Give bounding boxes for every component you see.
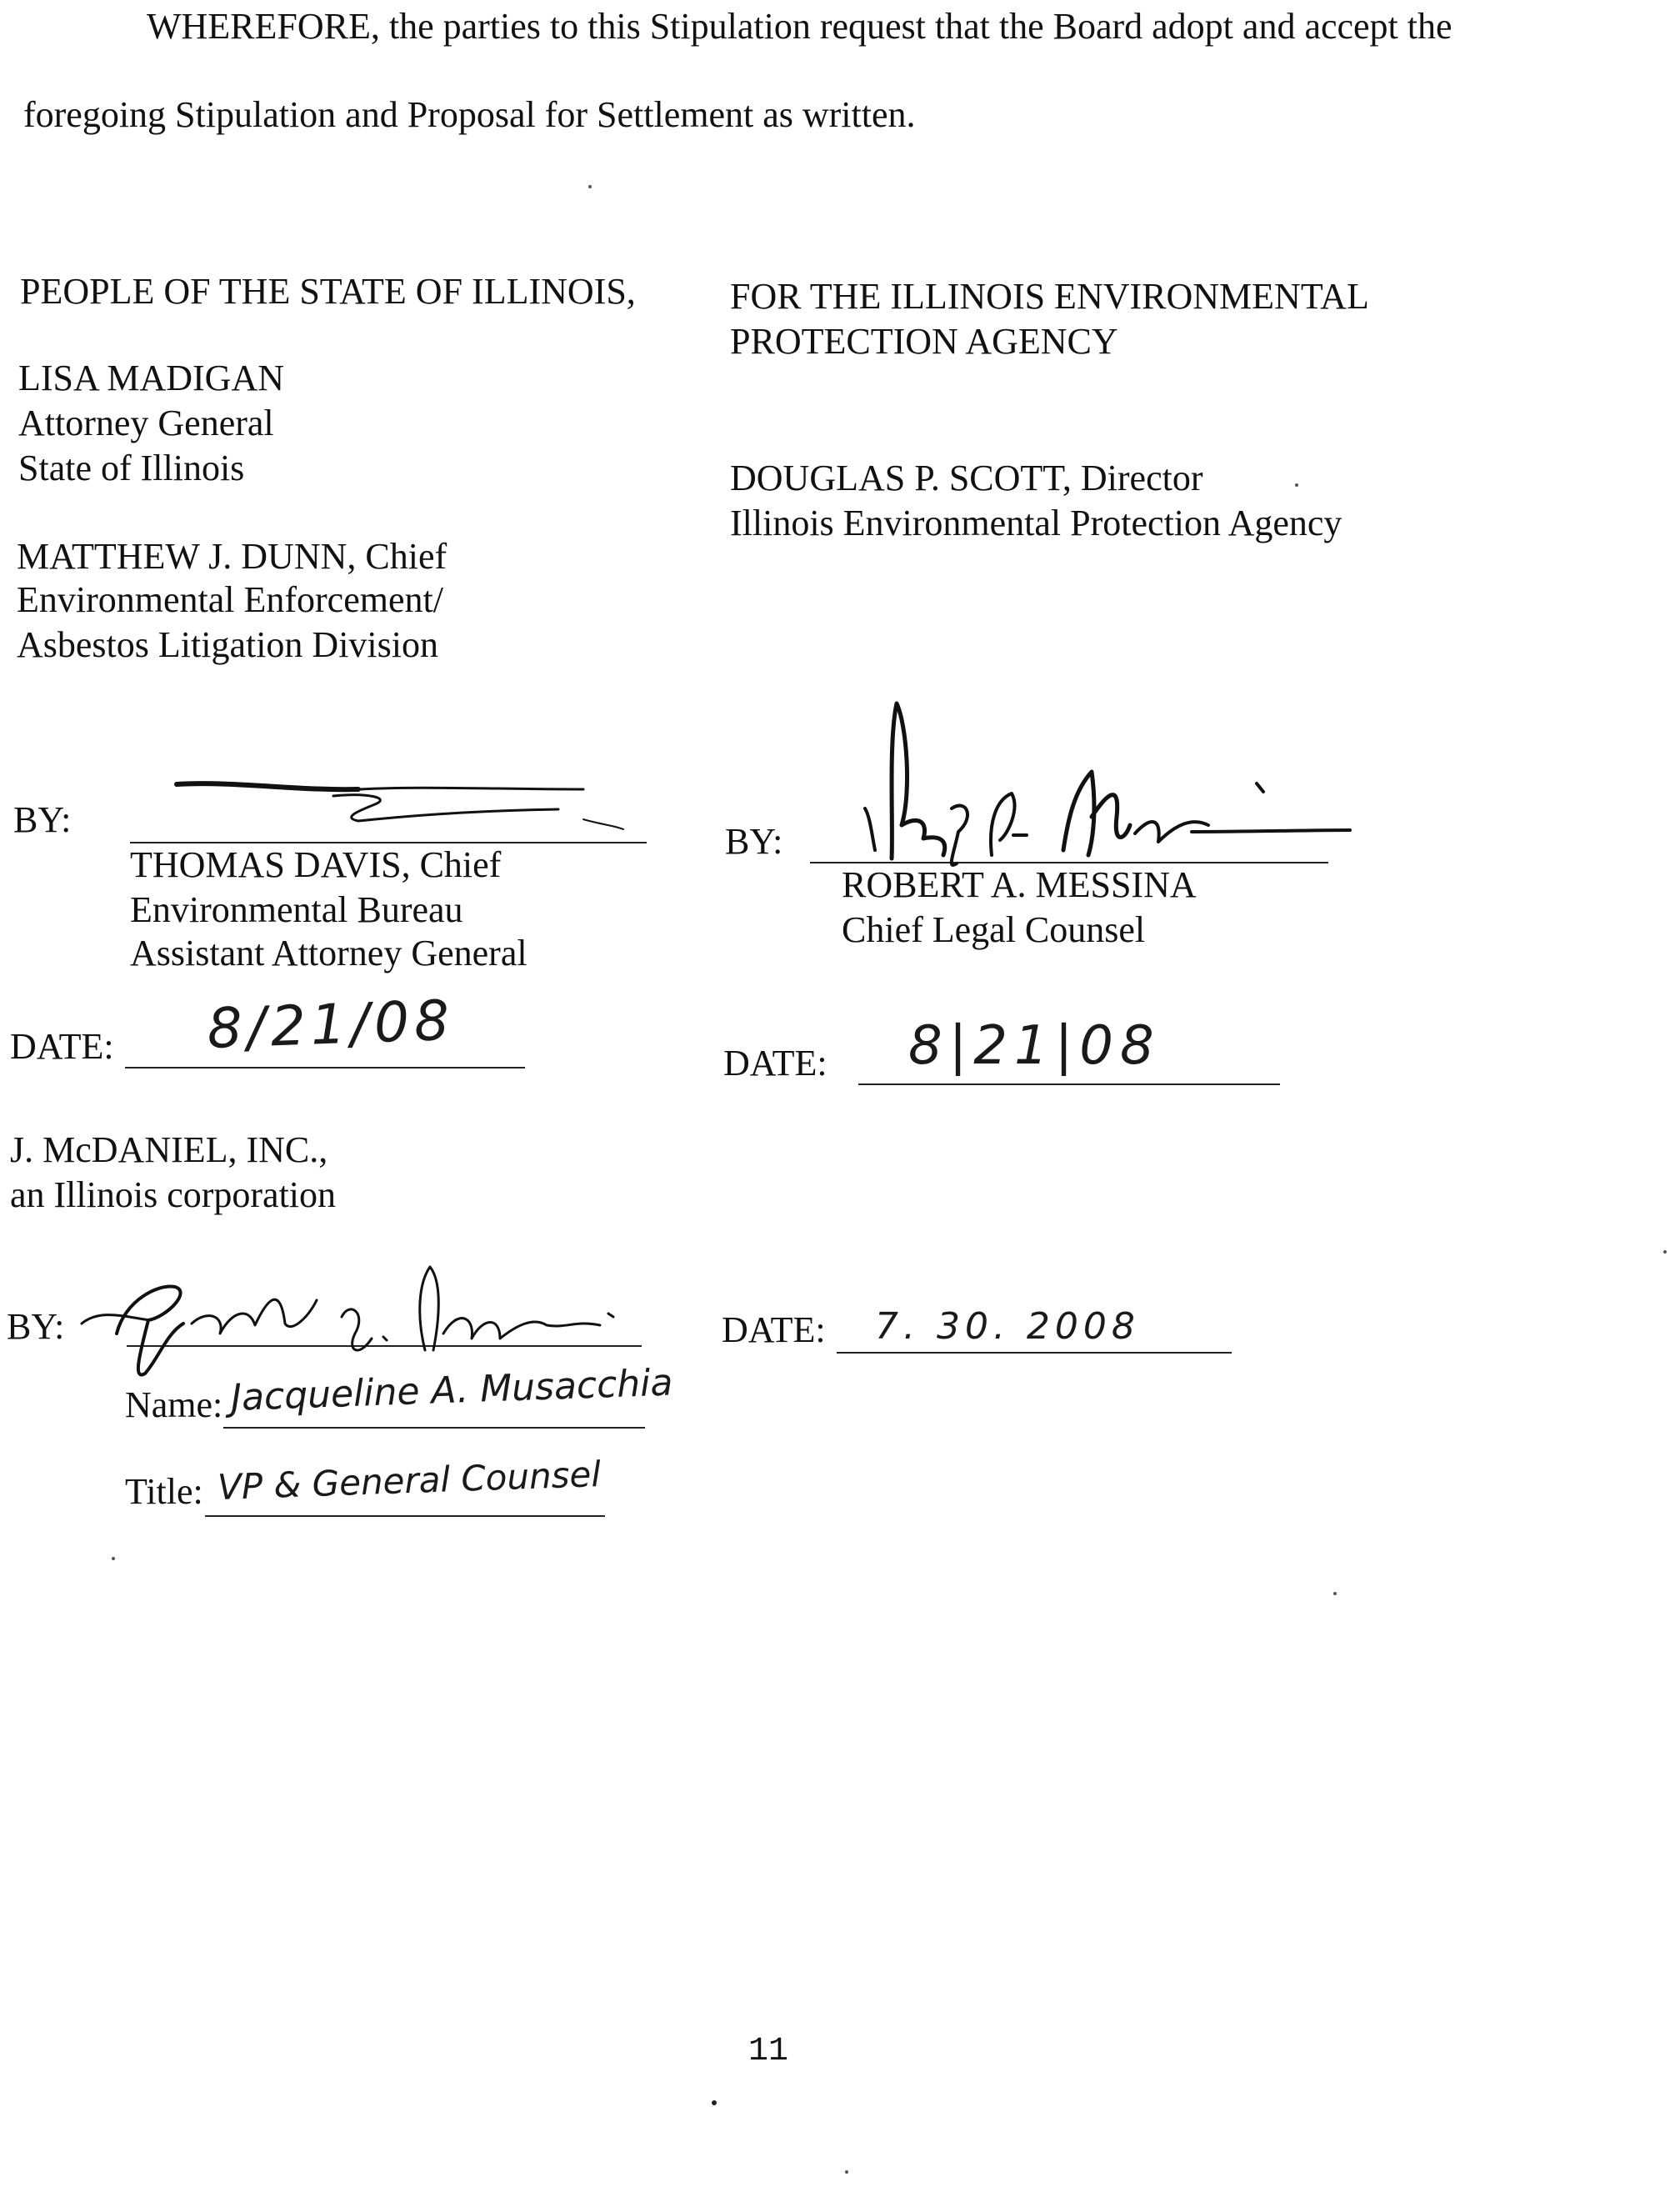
company-title-label: Title: [125,1471,203,1512]
speck [845,2170,848,2174]
agency-signature-icon [842,692,1358,875]
speck [588,185,592,188]
state-date-label: DATE: [10,1026,114,1067]
company-title-line [205,1515,605,1517]
company-name-value: Jacqueline A. Musacchia [230,1361,674,1419]
speck [112,1557,115,1560]
speck [712,2100,717,2105]
agency-by-label: BY: [725,821,783,862]
ag-title: Attorney General [18,403,274,443]
agency-date-label: DATE: [723,1043,828,1083]
company-title-value: VP & General Counsel [217,1453,602,1508]
company-name-line [223,1427,645,1429]
state-by-label: BY: [13,799,72,840]
company-date-line [837,1352,1232,1354]
speck [1295,483,1298,487]
agency-heading-1: FOR THE ILLINOIS ENVIRONMENTAL [730,276,1369,317]
chief-division-1: Environmental Enforcement/ [17,579,443,620]
company-description: an Illinois corporation [10,1174,337,1215]
page-number: 11 [748,2033,789,2070]
ag-name: LISA MADIGAN [18,358,284,398]
agency-date-line [858,1083,1280,1085]
people-heading: PEOPLE OF THE STATE OF ILLINOIS, [20,271,636,312]
company-date-label: DATE: [722,1309,826,1350]
company-by-label: BY: [7,1306,65,1347]
agency-signer-title: Chief Legal Counsel [842,909,1146,950]
state-date-value: 8/21/08 [206,988,456,1061]
chief-name: MATTHEW J. DUNN, Chief [17,536,448,577]
state-signer-name: THOMAS DAVIS, Chief [130,844,502,885]
director-agency: Illinois Environmental Protection Agency [730,503,1342,543]
intro-line-1: WHEREFORE, the parties to this Stipulation request that the Board adopt and accept the [147,6,1452,47]
intro-line-2: foregoing Stipulation and Proposal for Settlement as written. [23,94,916,135]
speck [1333,1592,1337,1595]
state-signature-icon [167,771,633,838]
agency-date-value: 8|21|08 [908,1015,1161,1077]
company-signature-icon [67,1234,633,1384]
director-name: DOUGLAS P. SCOTT, Director [730,458,1203,498]
ag-state: State of Illinois [18,448,245,488]
chief-division-2: Asbestos Litigation Division [17,624,438,665]
company-date-value: 7. 30. 2008 [875,1305,1140,1348]
state-signer-line-3: Assistant Attorney General [130,933,528,973]
state-date-line [125,1067,525,1068]
company-name: J. McDANIEL, INC., [10,1129,328,1170]
agency-signer-name: ROBERT A. MESSINA [842,864,1197,905]
state-signer-line-2: Environmental Bureau [130,889,463,930]
agency-heading-2: PROTECTION AGENCY [730,321,1118,362]
company-name-label: Name: [125,1384,223,1425]
speck [1663,1250,1667,1254]
